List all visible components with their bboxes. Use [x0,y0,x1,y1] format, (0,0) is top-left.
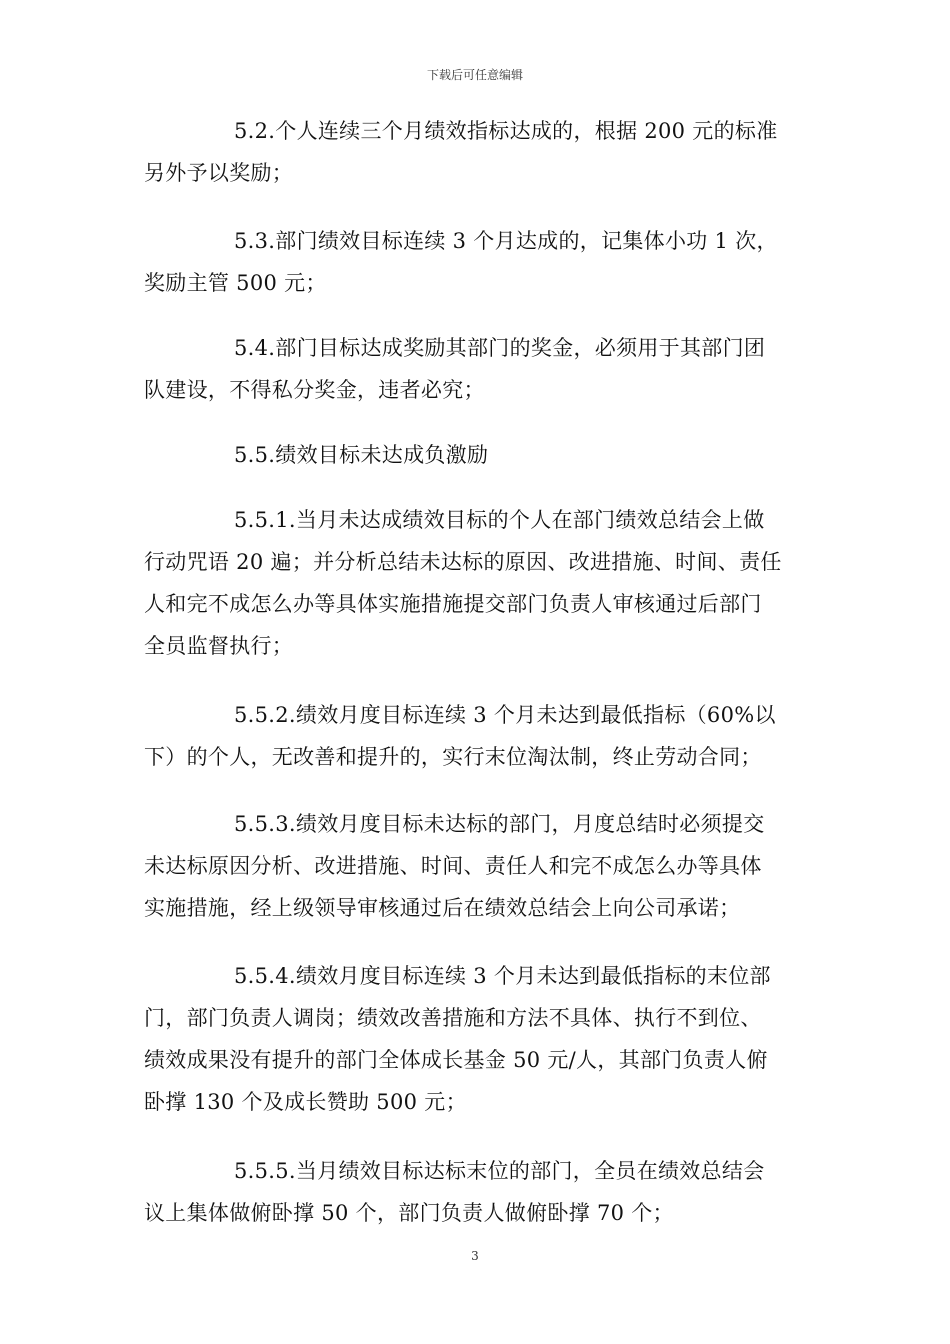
paragraph-5-5-3 [144,803,806,929]
paragraph-line: 议上集体做俯卧撑 50 个，部门负责人做俯卧撑 70 个； [144,1201,674,1225]
paragraph-5-5-4 [144,955,806,1123]
paragraph-line: 绩效成果没有提升的部门全体成长基金 50 元/人，其部门负责人俯 [144,1048,768,1072]
paragraph-line: 未达标原因分析、改进措施、时间、责任人和完不成怎么办等具体 [144,854,762,878]
paragraph-line: 5.5.4.绩效月度目标连续 3 个月未达到最低指标的末位部 [234,964,771,988]
paragraph-line: 下）的个人，无改善和提升的，实行末位淘汰制，终止劳动合同； [144,745,762,769]
paragraph-line: 行动咒语 20 遍；并分析总结未达标的原因、改进措施、时间、责任 [144,550,782,574]
paragraph-line: 5.5.2.绩效月度目标连续 3 个月未达到最低指标（60%以 [234,703,776,727]
paragraph-line: 全员监督执行； [144,634,294,658]
paragraph-line: 人和完不成怎么办等具体实施措施提交部门负责人审核通过后部门 [144,592,762,616]
paragraph-line: 实施措施，经上级领导审核通过后在绩效总结会上向公司承诺； [144,896,741,920]
paragraph-5-5-5 [144,1150,806,1234]
paragraph-5-5-2 [144,694,806,778]
paragraph-line: 5.5.5.当月绩效目标达标末位的部门，全员在绩效总结会 [234,1159,765,1183]
paragraph-line: 5.4.部门目标达成奖励其部门的奖金，必须用于其部门团 [234,336,766,360]
paragraph-line: 5.5.绩效目标未达成负激励 [234,443,489,467]
paragraph-5-5-1 [144,499,806,667]
paragraph-line: 队建设，不得私分奖金，违者必究； [144,378,485,402]
page-header: 下载后可任意编辑 [426,68,523,82]
paragraph-5-2 [144,110,806,194]
paragraph-5-5 [144,434,806,476]
paragraph-line: 门，部门负责人调岗；绩效改善措施和方法不具体、执行不到位、 [144,1006,762,1030]
paragraph-line: 5.3.部门绩效目标连续 3 个月达成的，记集体小功 1 次， [234,229,778,253]
paragraph-line: 5.2.个人连续三个月绩效指标达成的，根据 200 元的标准 [234,119,778,143]
page-number: 3 [471,1249,479,1263]
paragraph-5-3 [144,220,806,304]
paragraph-line: 另外予以奖励； [144,161,294,185]
paragraph-line: 卧撑 130 个及成长赞助 500 元； [144,1090,467,1114]
paragraph-line: 5.5.1.当月未达成绩效目标的个人在部门绩效总结会上做 [234,508,765,532]
paragraph-line: 5.5.3.绩效月度目标未达标的部门，月度总结时必须提交 [234,812,765,836]
paragraph-5-4 [144,327,806,411]
paragraph-line: 奖励主管 500 元； [144,271,327,295]
